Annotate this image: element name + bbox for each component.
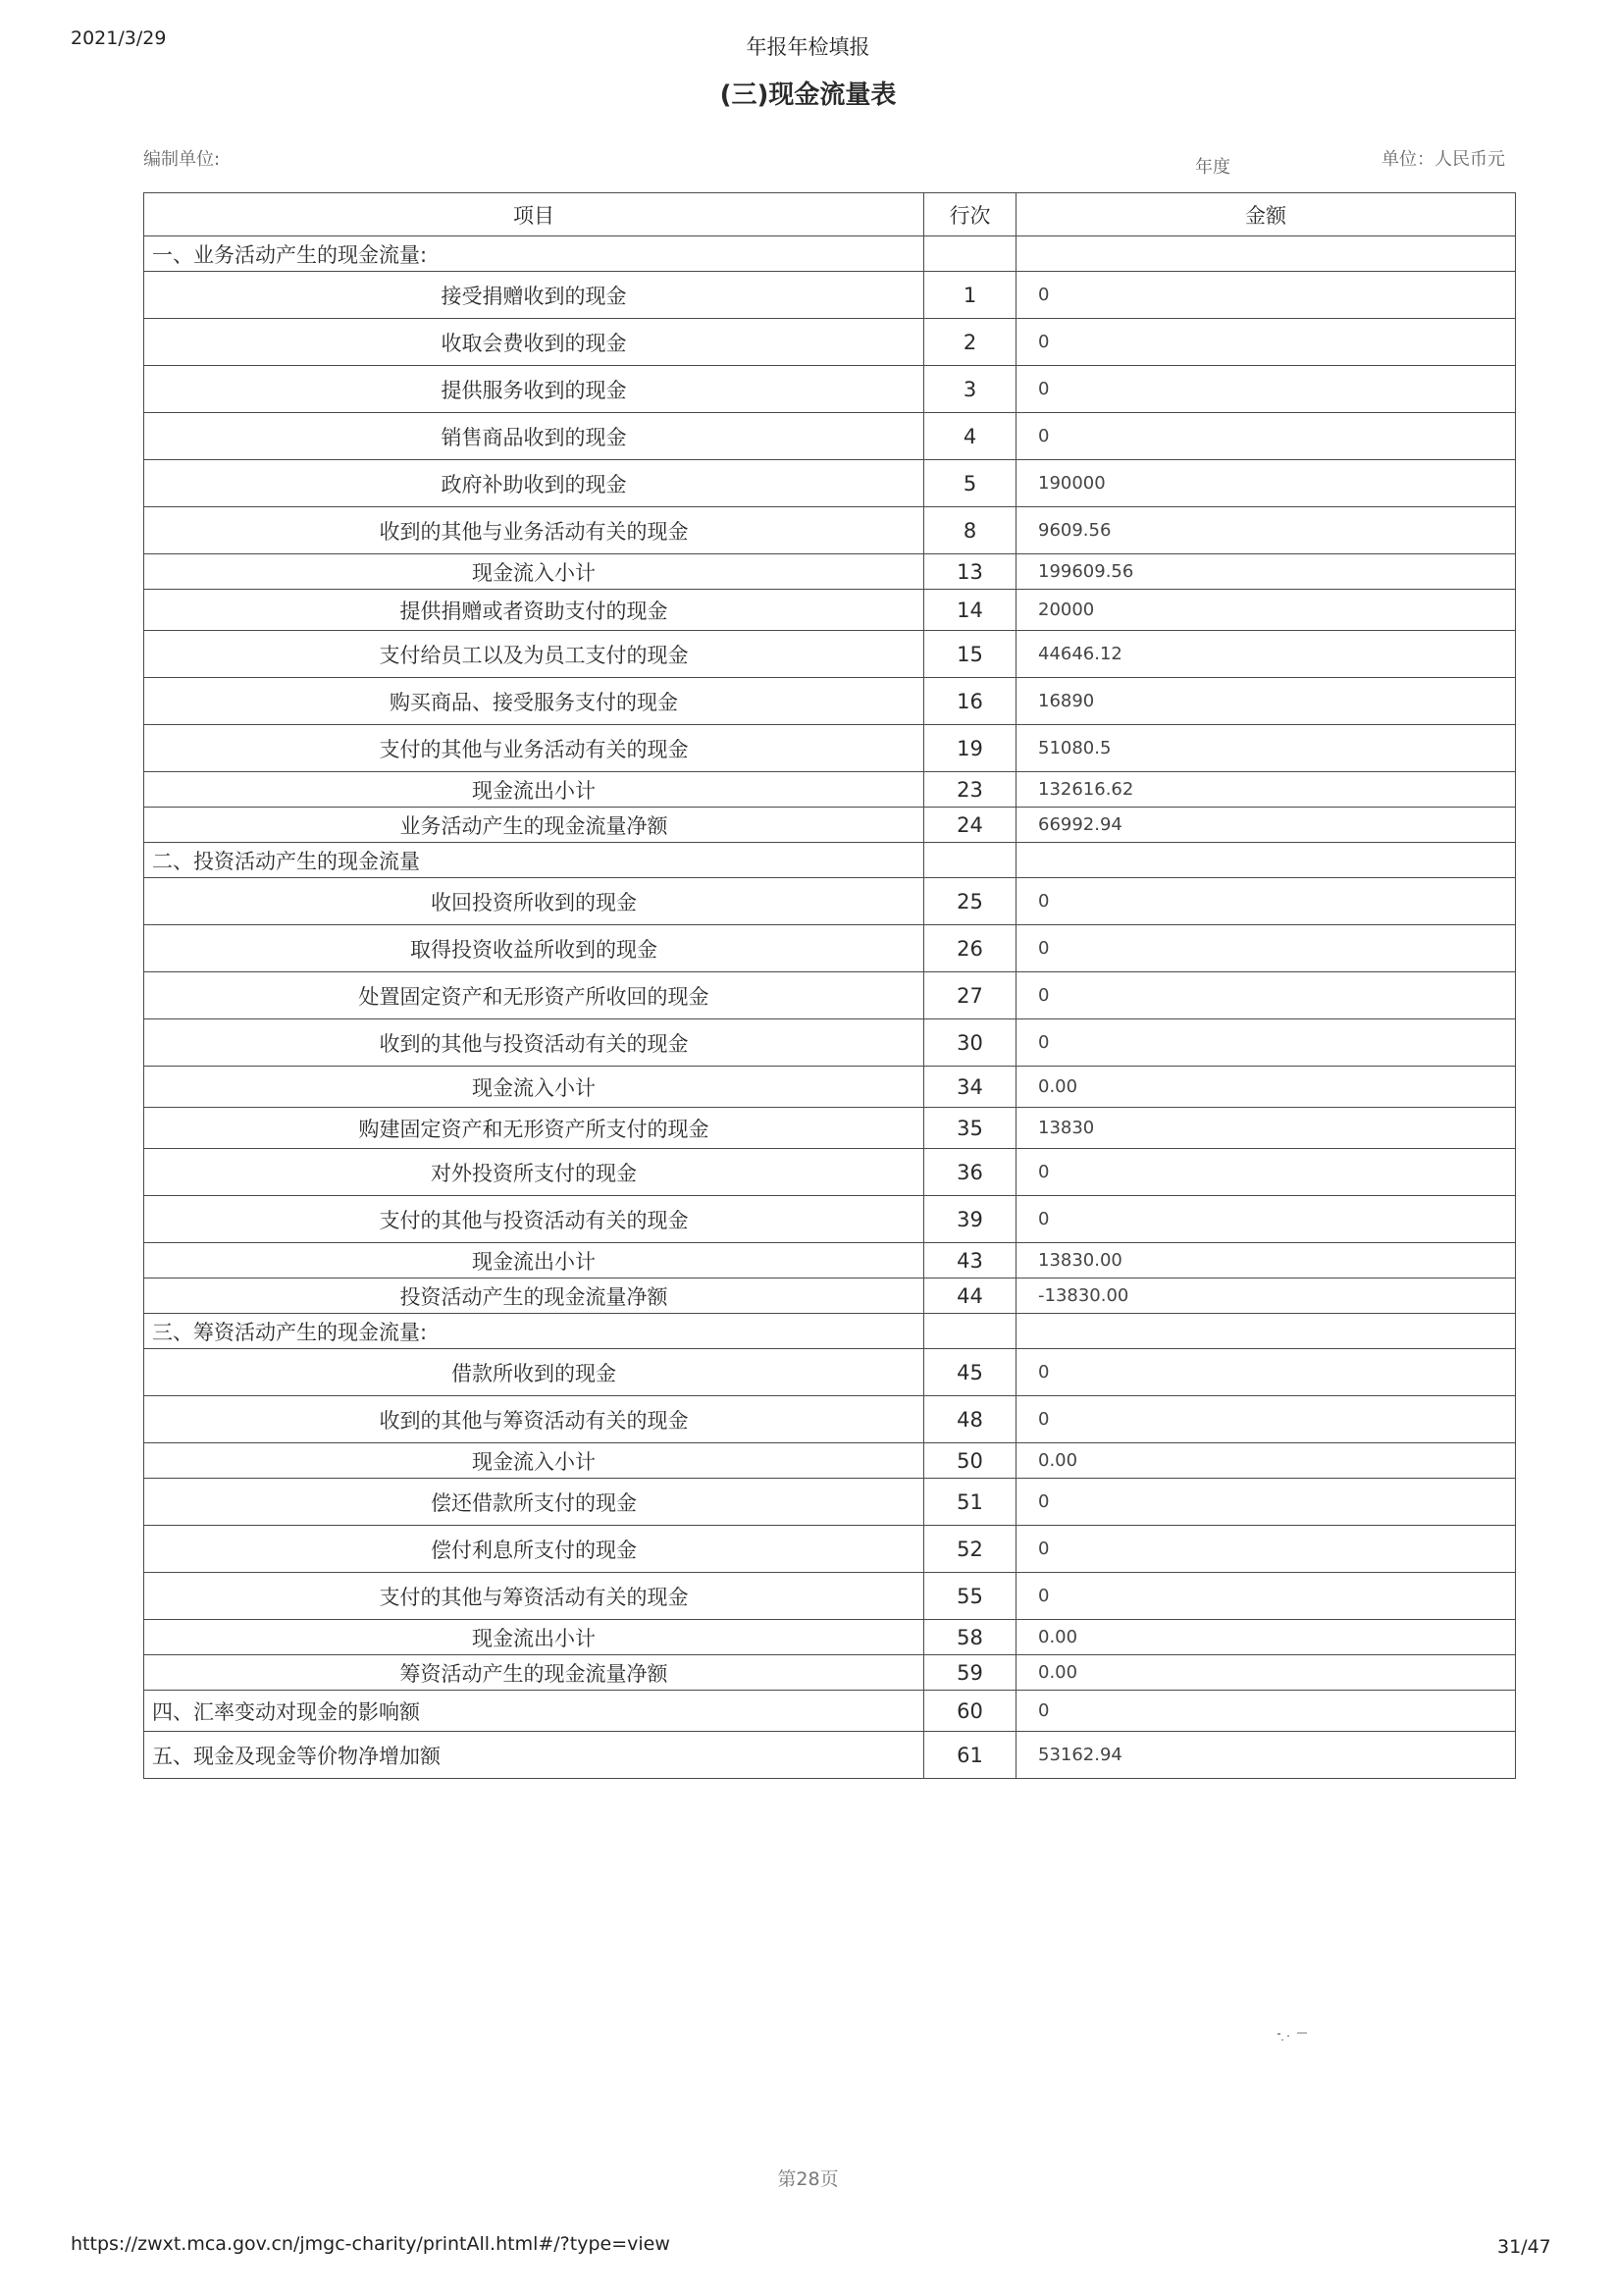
row-line-number: 44 <box>924 1278 1017 1314</box>
row-line-number: 24 <box>924 808 1017 843</box>
row-line-number: 43 <box>924 1243 1017 1278</box>
row-item-label: 筹资活动产生的现金流量净额 <box>144 1655 924 1691</box>
row-amount: 20000 <box>1017 590 1516 631</box>
row-line-number: 5 <box>924 460 1017 507</box>
row-item-label: 支付的其他与业务活动有关的现金 <box>144 725 924 772</box>
table-section-row <box>144 1732 1516 1779</box>
row-item-label: 四、汇率变动对现金的影响额 <box>144 1691 924 1732</box>
table-row <box>144 590 1516 631</box>
row-item-label: 提供捐赠或者资助支付的现金 <box>144 590 924 631</box>
row-item-label: 接受捐赠收到的现金 <box>144 272 924 319</box>
table-row <box>144 1067 1516 1108</box>
row-amount: 0 <box>1017 1349 1516 1396</box>
page-number-label: 第28页 <box>777 2168 839 2190</box>
row-item-label: 偿付利息所支付的现金 <box>144 1526 924 1573</box>
row-line-number: 34 <box>924 1067 1017 1108</box>
row-line-number <box>924 236 1017 272</box>
table-row <box>144 1573 1516 1620</box>
row-line-number: 39 <box>924 1196 1017 1243</box>
table-row <box>144 1019 1516 1067</box>
table-row <box>144 460 1516 507</box>
row-amount: 0 <box>1017 1019 1516 1067</box>
row-item-label: 三、筹资活动产生的现金流量: <box>144 1314 924 1349</box>
scan-speck-mark <box>1276 2029 1323 2043</box>
row-line-number: 55 <box>924 1573 1017 1620</box>
row-amount: 13830.00 <box>1017 1243 1516 1278</box>
row-item-label: 购买商品、接受服务支付的现金 <box>144 678 924 725</box>
row-line-number: 16 <box>924 678 1017 725</box>
table-row <box>144 878 1516 925</box>
row-item-label: 支付的其他与投资活动有关的现金 <box>144 1196 924 1243</box>
table-row <box>144 1526 1516 1573</box>
row-line-number: 36 <box>924 1149 1017 1196</box>
row-line-number: 3 <box>924 366 1017 413</box>
print-date: 2021/3/29 <box>71 27 167 49</box>
row-item-label: 收到的其他与业务活动有关的现金 <box>144 507 924 554</box>
table-row <box>144 631 1516 678</box>
row-item-label: 支付给员工以及为员工支付的现金 <box>144 631 924 678</box>
table-row <box>144 507 1516 554</box>
row-line-number: 50 <box>924 1443 1017 1479</box>
row-item-label: 政府补助收到的现金 <box>144 460 924 507</box>
row-amount: 199609.56 <box>1017 554 1516 590</box>
table-row <box>144 554 1516 590</box>
table-section-row <box>144 236 1516 272</box>
column-header-line: 行次 <box>924 193 1017 236</box>
table-row <box>144 319 1516 366</box>
table-row <box>144 1149 1516 1196</box>
row-item-label: 业务活动产生的现金流量净额 <box>144 808 924 843</box>
table-row <box>144 678 1516 725</box>
table-row <box>144 1108 1516 1149</box>
table-row <box>144 272 1516 319</box>
row-line-number: 27 <box>924 972 1017 1019</box>
row-line-number <box>924 843 1017 878</box>
row-item-label: 收回投资所收到的现金 <box>144 878 924 925</box>
table-row <box>144 366 1516 413</box>
row-item-label: 借款所收到的现金 <box>144 1349 924 1396</box>
table-section-row <box>144 1691 1516 1732</box>
row-item-label: 一、业务活动产生的现金流量: <box>144 236 924 272</box>
row-line-number: 1 <box>924 272 1017 319</box>
row-amount: 0 <box>1017 366 1516 413</box>
row-amount: 13830 <box>1017 1108 1516 1149</box>
row-item-label: 五、现金及现金等价物净增加额 <box>144 1732 924 1779</box>
row-amount <box>1017 236 1516 272</box>
row-line-number: 30 <box>924 1019 1017 1067</box>
row-item-label: 处置固定资产和无形资产所收回的现金 <box>144 972 924 1019</box>
row-line-number: 52 <box>924 1526 1017 1573</box>
row-amount: -13830.00 <box>1017 1278 1516 1314</box>
row-line-number: 51 <box>924 1479 1017 1526</box>
column-header-amount: 金额 <box>1017 193 1516 236</box>
row-amount: 0 <box>1017 1149 1516 1196</box>
row-amount: 0 <box>1017 1479 1516 1526</box>
row-amount: 53162.94 <box>1017 1732 1516 1779</box>
row-line-number <box>924 1314 1017 1349</box>
row-amount: 44646.12 <box>1017 631 1516 678</box>
row-item-label: 收到的其他与筹资活动有关的现金 <box>144 1396 924 1443</box>
table-row <box>144 1620 1516 1655</box>
document-title: 年报年检填报 <box>746 35 870 59</box>
row-line-number: 61 <box>924 1732 1017 1779</box>
table-section-row <box>144 1314 1516 1349</box>
row-amount: 9609.56 <box>1017 507 1516 554</box>
row-item-label: 现金流入小计 <box>144 1067 924 1108</box>
row-amount: 132616.62 <box>1017 772 1516 808</box>
row-item-label: 销售商品收到的现金 <box>144 413 924 460</box>
row-line-number: 13 <box>924 554 1017 590</box>
compiling-unit-label: 编制单位: <box>143 149 221 170</box>
table-header-row <box>144 193 1516 236</box>
row-line-number: 15 <box>924 631 1017 678</box>
row-item-label: 对外投资所支付的现金 <box>144 1149 924 1196</box>
row-item-label: 收到的其他与投资活动有关的现金 <box>144 1019 924 1067</box>
year-label: 年度 <box>1195 157 1230 178</box>
cash-flow-table-container <box>143 192 1515 1779</box>
row-amount: 0.00 <box>1017 1655 1516 1691</box>
table-row <box>144 972 1516 1019</box>
row-amount: 0 <box>1017 1526 1516 1573</box>
table-row <box>144 1655 1516 1691</box>
row-line-number: 45 <box>924 1349 1017 1396</box>
row-line-number: 35 <box>924 1108 1017 1149</box>
row-item-label: 偿还借款所支付的现金 <box>144 1479 924 1526</box>
table-body <box>144 236 1516 1779</box>
row-line-number: 4 <box>924 413 1017 460</box>
table-row <box>144 1443 1516 1479</box>
row-amount: 0 <box>1017 1573 1516 1620</box>
row-item-label: 现金流出小计 <box>144 772 924 808</box>
table-row <box>144 1349 1516 1396</box>
table-row <box>144 1243 1516 1278</box>
table-row <box>144 413 1516 460</box>
table-row <box>144 808 1516 843</box>
row-line-number: 2 <box>924 319 1017 366</box>
table-row <box>144 1479 1516 1526</box>
table-row <box>144 925 1516 972</box>
table-row <box>144 1278 1516 1314</box>
row-item-label: 支付的其他与筹资活动有关的现金 <box>144 1573 924 1620</box>
column-header-item: 项目 <box>144 193 924 236</box>
row-item-label: 现金流入小计 <box>144 554 924 590</box>
row-item-label: 投资活动产生的现金流量净额 <box>144 1278 924 1314</box>
row-line-number: 58 <box>924 1620 1017 1655</box>
page-count: 31/47 <box>1497 2236 1551 2258</box>
row-line-number: 8 <box>924 507 1017 554</box>
row-amount: 0.00 <box>1017 1620 1516 1655</box>
row-amount: 0 <box>1017 925 1516 972</box>
row-amount: 0 <box>1017 272 1516 319</box>
table-row <box>144 1196 1516 1243</box>
row-amount <box>1017 843 1516 878</box>
row-line-number: 14 <box>924 590 1017 631</box>
row-amount: 0 <box>1017 319 1516 366</box>
row-item-label: 提供服务收到的现金 <box>144 366 924 413</box>
row-item-label: 取得投资收益所收到的现金 <box>144 925 924 972</box>
page-url: https://zwxt.mca.gov.cn/jmgc-charity/printAll.html#/?type=view <box>71 2233 670 2255</box>
row-line-number: 25 <box>924 878 1017 925</box>
row-item-label: 现金流出小计 <box>144 1243 924 1278</box>
row-amount: 51080.5 <box>1017 725 1516 772</box>
row-line-number: 48 <box>924 1396 1017 1443</box>
row-amount: 0.00 <box>1017 1443 1516 1479</box>
cash-flow-table <box>143 192 1516 1779</box>
row-amount: 0 <box>1017 1396 1516 1443</box>
row-line-number: 19 <box>924 725 1017 772</box>
row-line-number: 59 <box>924 1655 1017 1691</box>
currency-unit-label: 单位：人民币元 <box>1381 149 1505 170</box>
row-amount: 16890 <box>1017 678 1516 725</box>
row-item-label: 购建固定资产和无形资产所支付的现金 <box>144 1108 924 1149</box>
row-amount <box>1017 1314 1516 1349</box>
row-amount: 66992.94 <box>1017 808 1516 843</box>
row-amount: 0 <box>1017 972 1516 1019</box>
table-row <box>144 1396 1516 1443</box>
row-amount: 190000 <box>1017 460 1516 507</box>
row-amount: 0 <box>1017 413 1516 460</box>
row-item-label: 二、投资活动产生的现金流量 <box>144 843 924 878</box>
row-item-label: 现金流入小计 <box>144 1443 924 1479</box>
row-amount: 0 <box>1017 1691 1516 1732</box>
row-line-number: 60 <box>924 1691 1017 1732</box>
table-row <box>144 772 1516 808</box>
row-item-label: 收取会费收到的现金 <box>144 319 924 366</box>
row-amount: 0 <box>1017 878 1516 925</box>
row-amount: 0 <box>1017 1196 1516 1243</box>
row-line-number: 23 <box>924 772 1017 808</box>
table-section-row <box>144 843 1516 878</box>
report-title: (三)现金流量表 <box>719 80 897 110</box>
row-amount: 0.00 <box>1017 1067 1516 1108</box>
row-line-number: 26 <box>924 925 1017 972</box>
table-row <box>144 725 1516 772</box>
row-item-label: 现金流出小计 <box>144 1620 924 1655</box>
